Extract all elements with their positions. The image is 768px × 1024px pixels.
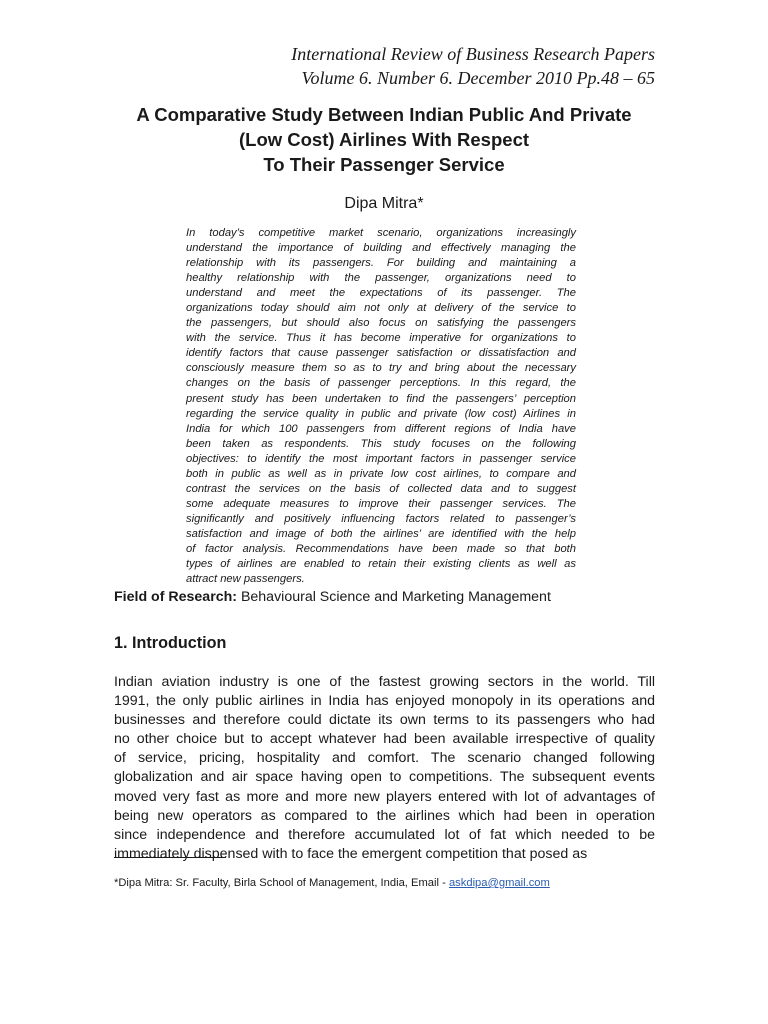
body-line: of service, pricing, hospitality and comfort. The scenario changed following xyxy=(114,750,655,767)
abstract-line: In today’s competitive market scenario, organizations increasingly xyxy=(186,227,576,239)
title-line: A Comparative Study Between Indian Public And Private xyxy=(136,104,632,125)
body-line: no other choice but to accept whatever had been available irrespective of quality xyxy=(114,731,655,748)
abstract-line: present study has been undertaken to find the passengers’ perception xyxy=(186,392,576,405)
abstract-line: understand the importance of building and effectively managing the xyxy=(186,242,576,255)
journal-name: International Review of Business Research Papers xyxy=(291,44,655,64)
author-footnote xyxy=(114,875,550,891)
paper-title xyxy=(100,102,668,177)
abstract-line: with the service. Thus it has become imperative for organizations to xyxy=(186,332,576,345)
footnote-text: *Dipa Mitra: Sr. Faculty, Birla School of Management, India, Email - xyxy=(114,877,449,889)
field-of-research xyxy=(114,587,551,607)
abstract-line: objectives: to identify the most important factors in passenger service xyxy=(186,452,576,465)
body-line: businesses and therefore could dictate its own terms to its passengers who had xyxy=(114,712,655,729)
abstract-line: significantly and positively influencing factors related to passenger’s xyxy=(186,512,576,525)
field-value: Behavioural Science and Marketing Management xyxy=(237,589,551,605)
abstract xyxy=(186,226,576,587)
title-line: To Their Passenger Service xyxy=(263,154,505,175)
abstract-line: organizations today should aim not only at delivery of the service to xyxy=(186,302,576,315)
abstract-line: relationship with its passengers. For building and maintaining a xyxy=(186,257,576,270)
body-line: 1991, the only public airlines in India has enjoyed monopoly in its operations and xyxy=(114,693,655,710)
author-name: Dipa Mitra* xyxy=(344,195,424,212)
body-line: Indian aviation industry is one of the fastest growing sectors in the world. Till xyxy=(114,674,655,690)
abstract-line: both in public as well as in private low cost airlines, to compare and xyxy=(186,467,576,480)
field-label: Field of Research: xyxy=(114,589,237,605)
body-line: globalization and air space having open to competitions. The subsequent events xyxy=(114,769,655,786)
abstract-line: changes on the basis of passenger perceptions. In this regard, the xyxy=(186,377,576,390)
abstract-line: regarding the service quality in public and private (low cost) Airlines in xyxy=(186,407,576,420)
body-line: immediately dispensed with to face the emergent competition that posed as xyxy=(114,845,588,862)
abstract-line: types of airlines are enabled to retain their existing clients as well as xyxy=(186,558,576,571)
section-heading: 1. Introduction xyxy=(114,634,227,652)
abstract-line: understand and meet the expectations of its passenger. The xyxy=(186,287,576,300)
body-line: moved very fast as more and more new players entered with lot of advantages of xyxy=(114,788,655,805)
abstract-line: healthy relationship with the passenger, organizations need to xyxy=(186,272,576,285)
introduction-body xyxy=(114,673,655,864)
abstract-line: identify factors that cause passenger satisfaction or dissatisfaction and xyxy=(186,347,576,360)
title-line: (Low Cost) Airlines With Respect xyxy=(238,129,530,150)
abstract-line: contrast the services on the basis of collected data and to suggest xyxy=(186,482,576,495)
abstract-line: some adequate measures to improve their passenger services. The xyxy=(186,497,576,510)
abstract-line: India for which 100 passengers from different regions of India have xyxy=(186,422,576,435)
body-line: since independence and therefore accumulated lot of fat which needed to be xyxy=(114,826,655,843)
body-line: being new operators as compared to the airlines which had been in operation xyxy=(114,807,655,824)
abstract-line: satisfaction and image of both the airlines’ are identified with the help xyxy=(186,527,576,540)
abstract-line: of factor analysis. Recommendations have been made so that both xyxy=(186,542,576,555)
journal-citation xyxy=(291,42,655,90)
abstract-line: been taken as respondents. This study focuses on the following xyxy=(186,437,576,450)
footnote-divider xyxy=(114,857,226,858)
abstract-line: attract new passengers. xyxy=(186,573,305,586)
abstract-line: consciously measure them so as to try and bring about the necessary xyxy=(186,362,576,375)
abstract-line: the passengers, but should also focus on satisfying the passengers xyxy=(186,317,576,330)
journal-volume: Volume 6. Number 6. December 2010 Pp.48 – 65 xyxy=(301,68,655,88)
email-link[interactable]: askdipa@gmail.com xyxy=(448,877,550,889)
